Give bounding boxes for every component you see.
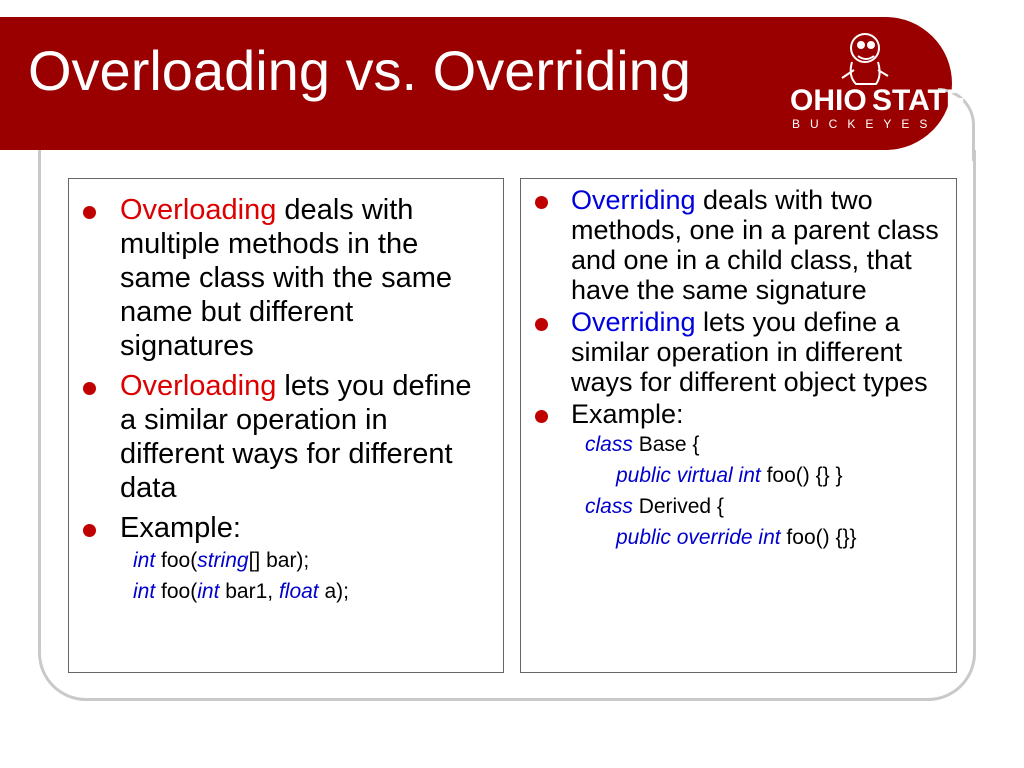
bullet-dot: [535, 196, 548, 209]
code-line-2: public virtual int foo() {} }: [616, 464, 843, 487]
code-line-1: int foo(string[] bar);: [133, 549, 310, 572]
brutus-mascot-icon: [842, 34, 888, 84]
logo-ohio: OHIO: [790, 84, 867, 117]
logo-trademark: TM: [940, 129, 951, 136]
overriding-panel: [520, 178, 957, 673]
bullet-dot: [535, 318, 548, 331]
overloading-bullet-list: [69, 179, 503, 545]
logo-state: STATE: [872, 84, 966, 117]
term-overloading: Overloading: [120, 370, 277, 402]
overloading-bullet-definition: [69, 193, 493, 363]
code-line-4: public override int foo() {}}: [616, 526, 857, 549]
term-overloading: Overloading: [120, 194, 277, 226]
code-line-3: class Derived {: [585, 495, 724, 518]
bullet-text: deals with two methods, one in a parent class and one in a child class, that have the same signature: [571, 185, 939, 305]
term-overriding: Overriding: [571, 307, 696, 337]
bullet-dot: [83, 524, 96, 537]
logo-buckeyes: BUCKEYES: [792, 117, 938, 131]
bullet-dot: [83, 382, 96, 395]
bullet-text: Example:: [571, 399, 684, 429]
overriding-bullet-purpose: [521, 307, 944, 397]
ohio-state-logo: [790, 26, 966, 136]
overloading-panel: [68, 178, 504, 673]
bullet-text: Example:: [120, 512, 241, 544]
bullet-text: lets you define a similar operation in different ways for different data: [120, 370, 472, 504]
code-line-1: class Base {: [585, 433, 700, 456]
overriding-bullet-list: [521, 179, 956, 429]
slide-title: Overloading vs. Overriding: [28, 39, 691, 102]
bullet-text: deals with multiple methods in the same class with the same name but different signatures: [120, 194, 453, 362]
code-line-2: int foo(int bar1, float a);: [133, 580, 349, 603]
overloading-bullet-purpose: [69, 369, 493, 505]
overloading-bullet-example: [69, 511, 493, 545]
bullet-dot: [535, 410, 548, 423]
overriding-bullet-definition: [521, 185, 944, 305]
overriding-bullet-example: [521, 399, 944, 429]
bullet-dot: [83, 206, 96, 219]
term-overriding: Overriding: [571, 185, 696, 215]
bullet-text: lets you define a similar operation in different ways for different object types: [571, 307, 928, 397]
